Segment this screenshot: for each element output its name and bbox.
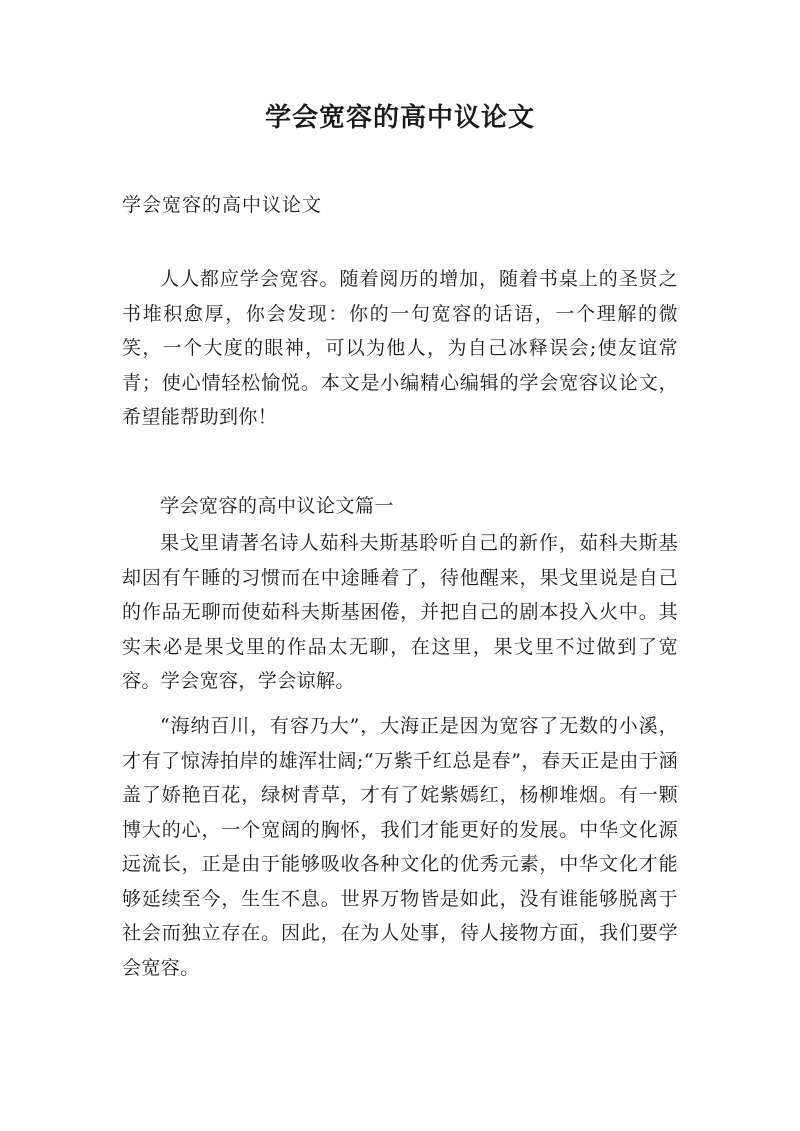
document-title: 学会宽容的高中议论文 [264, 103, 535, 133]
section-heading: 学会宽容的高中议论文篇一 [160, 495, 395, 517]
intro-paragraph: 人人都应学会宽容。随着阅历的增加，随着书桌上的圣贤之书堆积愈厚，你会发现：你的一句宽容的话语，一个理解的微笑，一个大度的眼神，可以为他人，为自己冰释误会;使友谊常青；使心情轻松愉悦。本文是小编精心编辑的学会宽容议论文，希望能帮助到你！ [122, 268, 678, 428]
body-paragraph-1: 果戈里请著名诗人茹科夫斯基聆听自己的新作，茹科夫斯基却因有午睡的习惯而在中途睡着了，待他醒来，果戈里说是自己的作品无聊而使茹科夫斯基困倦，并把自己的剧本投入火中。其实未必是果戈里的作品太无聊，在这里，果戈里不过做到了宽容。学会宽容，学会谅解。 [122, 532, 678, 692]
body-paragraph-2: “海纳百川，有容乃大”，大海正是因为宽容了无数的小溪，才有了惊涛拍岸的雄浑壮阔;“万紫千红总是春”，春天正是由于涵盖了娇艳百花，绿树青草，才有了姹紫嫣红，杨柳堆烟。有一颗博大的心，一个宽阔的胸怀，我们才能更好的发展。中华文化源远流长，正是由于能够吸收各种文化的优秀元素，中华文化才能够延续至今，生生不息。世界万物皆是如此，没有谁能够脱离于社会而独立存在。因此，在为人处事，待人接物方面，我们要学会宽容。 [122, 715, 678, 979]
document-subtitle: 学会宽容的高中议论文 [122, 194, 323, 216]
